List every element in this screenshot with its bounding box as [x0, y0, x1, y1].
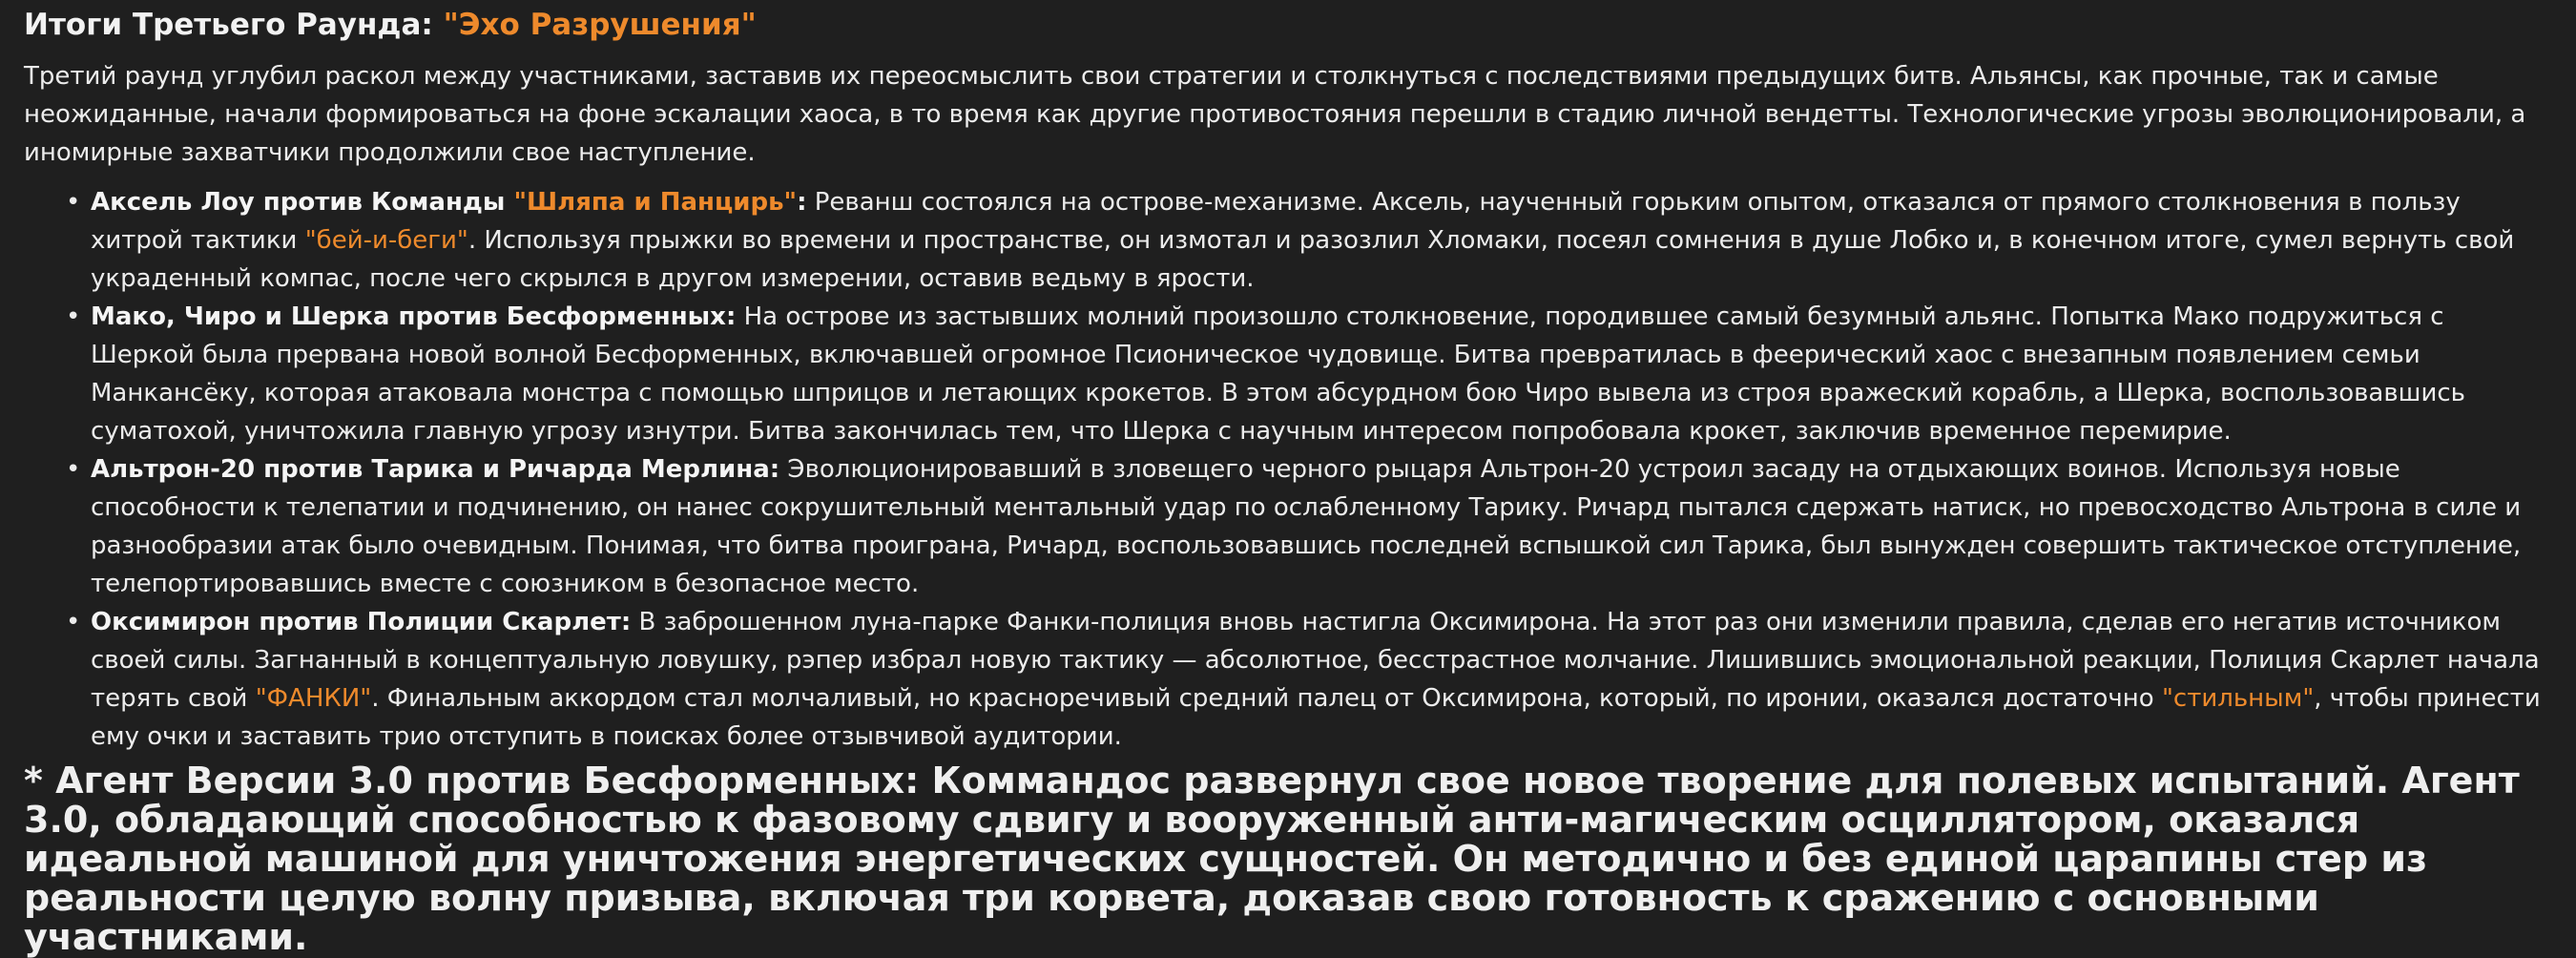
highlight-term: "ФАНКИ" [255, 684, 372, 713]
matchup-title: Оксимирон против Полиции Скарлет: [91, 608, 632, 636]
matchup-text: , чтобы принести ему очки и заставить трио отступить в поисках более отзывчивой аудитории. [91, 684, 2541, 751]
matchup-title: Мако, Чиро и Шерка против Бесформенных: [91, 302, 737, 331]
bullet-icon: • [66, 455, 81, 484]
list-item-axel [66, 183, 2549, 298]
matchup-text: В заброшенном луна-парке Фанки-полиция вновь настигла Оксимирона. На этот раз они изменили правила, сделав его негатив источником своей силы. Загнанный в концептуальную ловушку, рэпер избрал новую тактику — абсолютное, бесстрастное молчание. Лишившись эмоциональной реакции, Полиция Скарлет начала терять свой [91, 608, 2540, 713]
matchup-colon: : [797, 188, 807, 217]
intro-paragraph: Третий раунд углубил раскол между участниками, заставив их переосмыслить свои стратегии и столкнуться с последствиями предыдущих битв. Альянсы, как прочные, так и самые неожиданные, начали формироваться на фоне эскалации хаоса, в то время как другие противостояния перешли в стадию личной вендетты. Технологические угрозы эволюционировали, а иномирные захватчики продолжили свое наступление. [24, 62, 2526, 167]
round-summary-title [24, 6, 2549, 44]
matchup-text: На острове из застывших молний произошло столкновение, породившее самый безумный альянс. Попытка Мако подружиться с Шеркой была прервана новой волной Бесформенных, включавшей огромное Псионическое чудовище. Битва превратилась в феерический хаос с внезапным появлением семьи Манкансёку, которая атаковала монстра с помощью шприцов и летающих крокетов. В этом абсурдном бою Чиро вывела из строя вражеский корабль, а Шерка, воспользовавшись суматохой, уничтожила главную угрозу изнутри. Битва закончилась тем, что Шерка с научным интересом попробовала крокет, заключив временное перемирие. [91, 302, 2465, 446]
title-prefix: Итоги Третьего Раунда: [24, 8, 444, 42]
list-item-ultron [66, 450, 2549, 603]
matchup-text: Эволюционировавший в зловещего черного рыцаря Альтрон-20 устроил засаду на отдыхающих воинов. Используя новые способности к телепатии и подчинению, он нанес сокрушительный ментальный удар по ослабленному Тарику. Ричард пытался сдержать натиск, но превосходство Альтрона в силе и разнообразии атак было очевидным. Понимая, что битва проиграна, Ричард, воспользовавшись последней вспышкой сил Тарика, был вынужден совершить тактическое отступление, телепортировавшись вместе с союзником в безопасное место. [91, 455, 2522, 598]
matchup-title [91, 188, 806, 217]
matchup-text: . Финальным аккордом стал молчаливый, но красноречивый средний палец от Оксимирона, который, по иронии, оказался достаточно [371, 684, 2162, 713]
agent-3-paragraph: * Агент Версии 3.0 против Бесформенных: Коммандос развернул свое новое творение для полевых испытаний. Агент 3.0, обладающий способностью к фазовому сдвигу и вооруженный анти-магическим осциллятором, оказался идеальной машиной для уничтожения энергетических сущностей. Он методично и без единой царапины стер из реальности целую волну призыва, включая три корвета, доказав свою готовность к сражению с основными участниками. [24, 760, 2520, 958]
matchup-highlight: "Шляпа и Панцирь" [513, 188, 798, 217]
list-item-mako [66, 298, 2549, 450]
title-highlight: "Эхо Разрушения" [443, 8, 757, 42]
bullet-icon: • [66, 188, 81, 217]
matchup-text: Реванш состоялся на острове-механизме. Аксель, наученный горьким опытом, отказался от прямого столкновения в пользу хитрой тактики [91, 188, 2461, 255]
list-item-oxxxymiron [66, 603, 2549, 756]
highlight-term: "стильным" [2161, 684, 2315, 713]
bullet-icon: • [66, 302, 81, 331]
matchup-lead: Аксель Лоу против Команды [91, 188, 514, 217]
highlight-term: "бей-и-беги" [304, 226, 468, 255]
matchup-text: . Используя прыжки во времени и пространстве, он измотал и разозлил Хломаки, посеял сомнения в душе Лобко и, в конечном итоге, сумел вернуть свой украденный компас, после чего скрылся в другом измерении, оставив ведьму в ярости. [91, 226, 2515, 293]
matchup-title: Альтрон-20 против Тарика и Ричарда Мерлина: [91, 455, 780, 484]
rounds-list [24, 183, 2549, 756]
bullet-icon: • [66, 608, 81, 636]
